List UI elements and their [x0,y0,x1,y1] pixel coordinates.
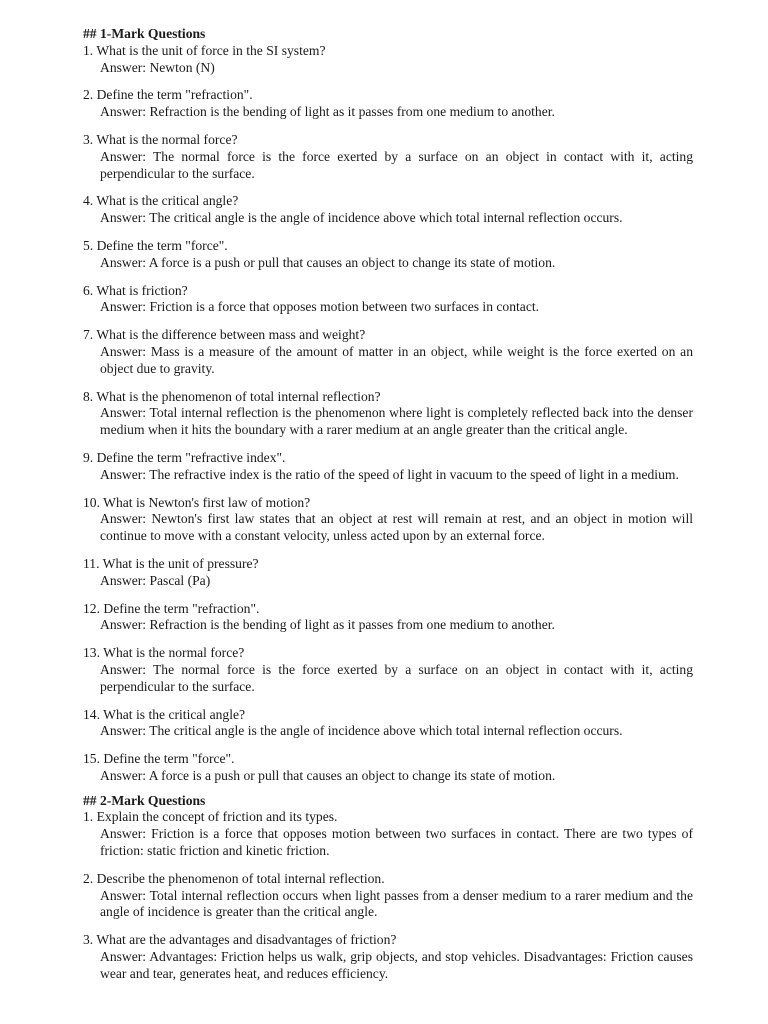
answer: Answer: Mass is a measure of the amount of matter in an object, while weight is the force exerted on an object due to gravity. [100,343,693,376]
qa-item [83,495,693,545]
qa-item [83,87,693,121]
qa-item [83,450,693,484]
qa-item [83,327,693,377]
answer: Answer: The normal force is the force exerted by a surface on an object in contact with it, acting perpendicular to the surface. [100,148,693,181]
answer: Answer: The refractive index is the ratio of the speed of light in vacuum to the speed of light in a medium. [100,466,679,482]
section-heading: ## 1-Mark Questions [83,26,206,41]
question: 10. What is Newton's first law of motion? [83,494,311,510]
question: 1. Explain the concept of friction and its types. [83,809,338,825]
answer: Answer: Newton (N) [100,59,215,75]
answer: Answer: Refraction is the bending of light as it passes from one medium to another. [100,617,555,633]
question: 11. What is the unit of pressure? [83,555,259,571]
qa-item [83,932,693,982]
question: 8. What is the phenomenon of total internal reflection? [83,388,381,404]
qa-item [83,193,693,227]
qa-item [83,751,693,785]
answer: Answer: Friction is a force that opposes motion between two surfaces in contact. There are two types of friction: static friction and kinetic friction. [100,826,693,859]
qa-item [83,132,693,182]
question: 13. What is the normal force? [83,645,245,661]
section-heading: ## 2-Mark Questions [83,792,206,808]
answer: Answer: The normal force is the force exerted by a surface on an object in contact with it, acting perpendicular to the surface. [100,661,693,694]
question: 7. What is the difference between mass and weight? [83,327,366,343]
answer: Answer: Refraction is the bending of light as it passes from one medium to another. [100,104,555,120]
answer: Answer: A force is a push or pull that causes an object to change its state of motion. [100,767,556,783]
question: 9. Define the term "refractive index". [83,449,286,465]
question: 5. Define the term "force". [83,237,228,253]
answer: Answer: The critical angle is the angle of incidence above which total internal reflection occurs. [100,210,623,226]
answer: Answer: Total internal reflection occurs when light passes from a denser medium to a rarer medium and the angle of incidence is greater than the critical angle. [100,887,693,920]
answer: Answer: A force is a push or pull that causes an object to change its state of motion. [100,254,556,270]
qa-item [83,238,693,272]
qa-item [83,43,693,77]
qa-item [83,645,693,695]
question: 6. What is friction? [83,282,188,298]
question: 2. Define the term "refraction". [83,87,253,103]
question: 4. What is the critical angle? [83,193,239,209]
question: 12. Define the term "refraction". [83,600,260,616]
qa-item [83,707,693,741]
question: 3. What are the advantages and disadvantages of friction? [83,932,397,948]
document-page [83,26,693,983]
section-1-mark [83,26,693,785]
answer: Answer: Total internal reflection is the phenomenon where light is completely reflected back into the denser medium when it hits the boundary with a rarer medium at an angle greater than the critical angle. [100,405,693,438]
qa-item [83,283,693,317]
qa-item [83,389,693,439]
qa-item [83,871,693,921]
answer: Answer: Newton's first law states that an object at rest will remain at rest, and an object in motion will continue to move with a constant velocity, unless acted upon by an external force. [100,511,693,544]
question: 15. Define the term "force". [83,751,235,767]
question: 2. Describe the phenomenon of total internal reflection. [83,870,385,886]
answer: Answer: The critical angle is the angle of incidence above which total internal reflection occurs. [100,723,623,739]
answer: Answer: Pascal (Pa) [100,572,211,588]
qa-item [83,601,693,635]
question: 14. What is the critical angle? [83,706,246,722]
answer: Answer: Advantages: Friction helps us walk, grip objects, and stop vehicles. Disadvantages: Friction causes wear and tear, generates heat, and reduces efficiency. [100,949,693,981]
section-2-mark [83,793,693,983]
question: 1. What is the unit of force in the SI system? [83,42,326,58]
answer: Answer: Friction is a force that opposes motion between two surfaces in contact. [100,299,540,315]
qa-item [83,556,693,590]
question: 3. What is the normal force? [83,131,238,147]
qa-item [83,809,693,859]
